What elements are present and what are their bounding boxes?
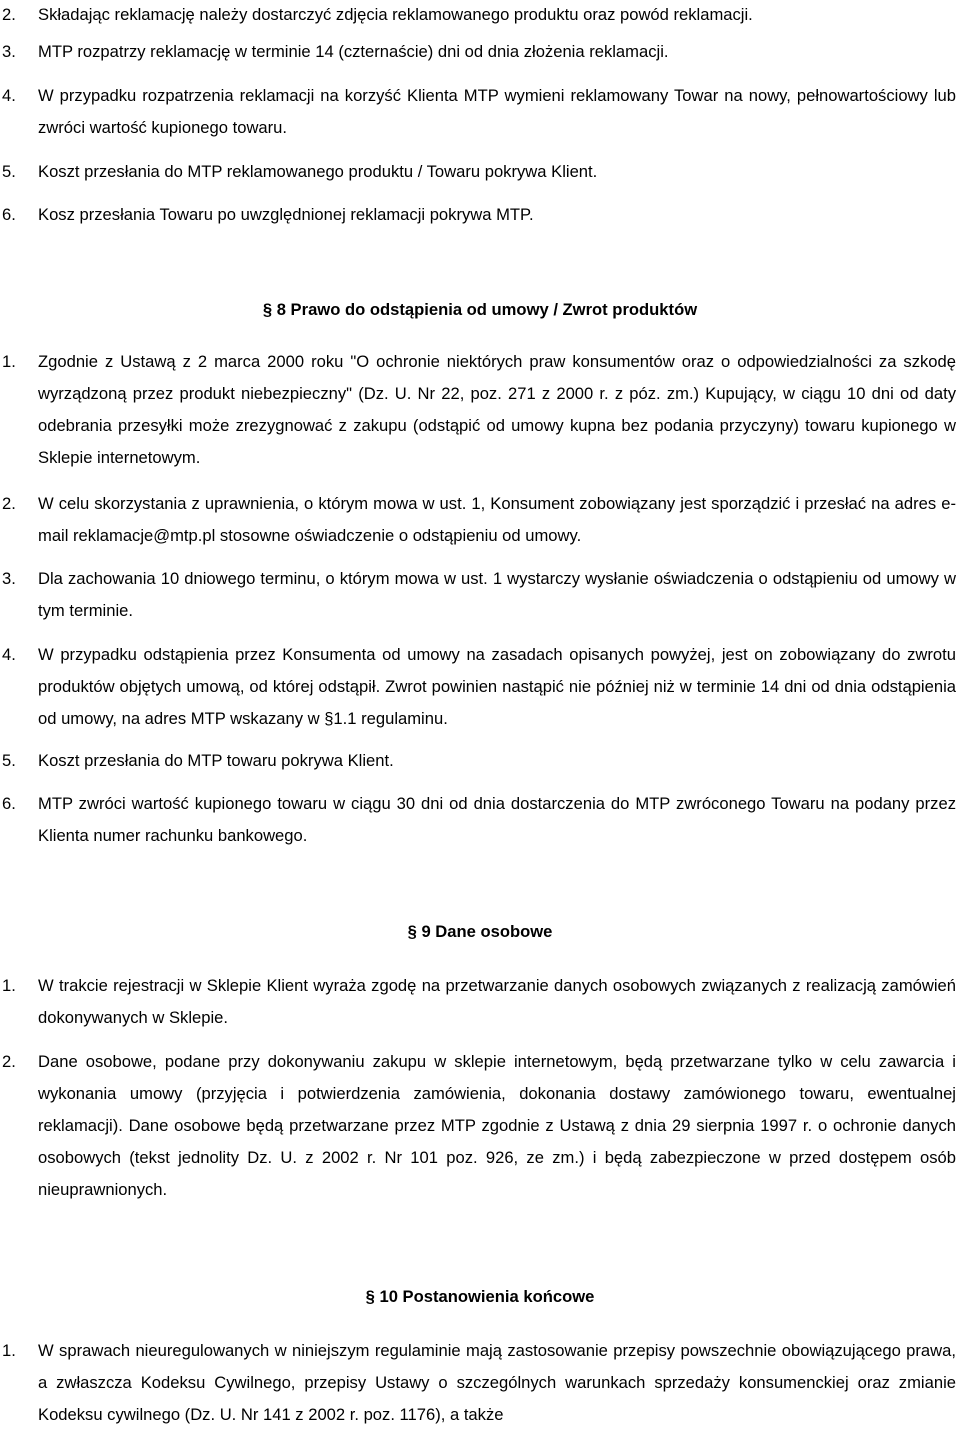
section-heading: § 9 Dane osobowe (407, 922, 553, 941)
item-text: Koszt przesłania do MTP reklamowanego produktu / Towaru pokrywa Klient. (38, 162, 598, 181)
list-item (0, 1046, 956, 1206)
item-number: 5. (2, 751, 16, 770)
item-text: W przypadku rozpatrzenia reklamacji na korzyść Klienta MTP wymieni reklamowany Towar na nowy, pełnowartościowy lub zwróci wartość kupionego towaru. (38, 86, 956, 137)
item-number: 6. (2, 794, 16, 813)
item-text: W przypadku odstąpienia przez Konsumenta od umowy na zasadach opisanych powyżej, jest on zobowiązany do zwrotu produktów objętych umową, od której odstąpił. Zwrot powinien nastąpić nie później niż w terminie 14 dni od dnia odstąpienia od umowy, na adres MTP wskazany w §1.1 regulaminu. (38, 645, 956, 728)
item-number: 4. (2, 645, 16, 664)
item-number: 1. (2, 352, 16, 371)
item-text: W sprawach nieuregulowanych w niniejszym regulaminie mają zastosowanie przepisy powszechnie obowiązującego prawa, a zwłaszcza Kodeksu Cywilnego, przepisy Ustawy o szczególnych warunkach sprzedaży konsumenckiej oraz zmianie Kodeksu cywilnego (Dz. U. Nr 141 z 2002 r. poz. 1176), a także (38, 1341, 956, 1424)
section-heading: § 8 Prawo do odstąpienia od umowy / Zwrot produktów (262, 300, 698, 319)
list-item (0, 80, 956, 144)
list-item (0, 639, 956, 735)
item-number: 3. (2, 42, 16, 61)
list-item (0, 346, 956, 474)
item-text: W trakcie rejestracji w Sklepie Klient wyraża zgodę na przetwarzanie danych osobowych związanych z realizacją zamówień dokonywanych w Sklepie. (38, 976, 956, 1027)
item-number: 4. (2, 86, 16, 105)
item-text: Zgodnie z Ustawą z 2 marca 2000 roku "O ochronie niektórych praw konsumentów oraz o odpowiedzialności za szkodę wyrządzoną przez produkt niebezpieczny" (Dz. U. Nr 22, poz. 271 z 2000 r. z póz. zm.) Kupujący, w ciągu 10 dni od daty odebrania przesyłki może zrezygnować z zakupu (odstąpić od umowy kupna bez podania przyczyny) towaru kupionego w Sklepie internetowym. (38, 352, 956, 467)
section-heading: § 10 Postanowienia końcowe (365, 1287, 595, 1306)
item-number: 2. (2, 494, 16, 513)
item-number: 3. (2, 569, 16, 588)
list-item (0, 1335, 956, 1431)
list-item (0, 970, 956, 1034)
item-text: MTP rozpatrzy reklamację w terminie 14 (czternaście) dni od dnia złożenia reklamacji. (38, 42, 669, 61)
list-item (0, 488, 956, 552)
list-item (0, 745, 956, 777)
item-number: 5. (2, 162, 16, 181)
list-item (0, 563, 956, 627)
list-item (0, 156, 956, 188)
item-text: Dane osobowe, podane przy dokonywaniu zakupu w sklepie internetowym, będą przetwarzane tylko w celu zawarcia i wykonania umowy (przyjęcia i potwierdzenia zamówienia, dokonania dostawy zamówionego towaru, ewentualnej reklamacji). Dane osobowe będą przetwarzane przez MTP zgodnie z Ustawą z dnia 29 sierpnia 1997 r. o ochronie danych osobowych (tekst jednolity Dz. U. z 2002 r. Nr 101 poz. 926, ze zm.) i będą zabezpieczone w przed dostępem osób nieuprawnionych. (38, 1052, 956, 1199)
item-number: 6. (2, 205, 16, 224)
item-number: 1. (2, 976, 16, 995)
item-number: 1. (2, 1341, 16, 1360)
list-item (0, 36, 956, 68)
item-text: Dla zachowania 10 dniowego terminu, o którym mowa w ust. 1 wystarczy wysłanie oświadczenia o odstąpieniu od umowy w tym terminie. (38, 569, 956, 620)
list-item (0, 0, 956, 31)
item-text: Składając reklamację należy dostarczyć zdjęcia reklamowanego produktu oraz powód reklamacji. (38, 5, 753, 24)
list-item (0, 788, 956, 852)
item-text: W celu skorzystania z uprawnienia, o którym mowa w ust. 1, Konsument zobowiązany jest sporządzić i przesłać na adres e-mail reklamacje@mtp.pl stosowne oświadczenie o odstąpieniu od umowy. (38, 494, 956, 545)
item-number: 2. (2, 5, 16, 24)
item-number: 2. (2, 1052, 16, 1071)
item-text: MTP zwróci wartość kupionego towaru w ciągu 30 dni od dnia dostarczenia do MTP zwróconego Towaru na podany przez Klienta numer rachunku bankowego. (38, 794, 956, 845)
list-item (0, 199, 956, 231)
item-text: Kosz przesłania Towaru po uwzględnionej reklamacji pokrywa MTP. (38, 205, 534, 224)
item-text: Koszt przesłania do MTP towaru pokrywa Klient. (38, 751, 394, 770)
